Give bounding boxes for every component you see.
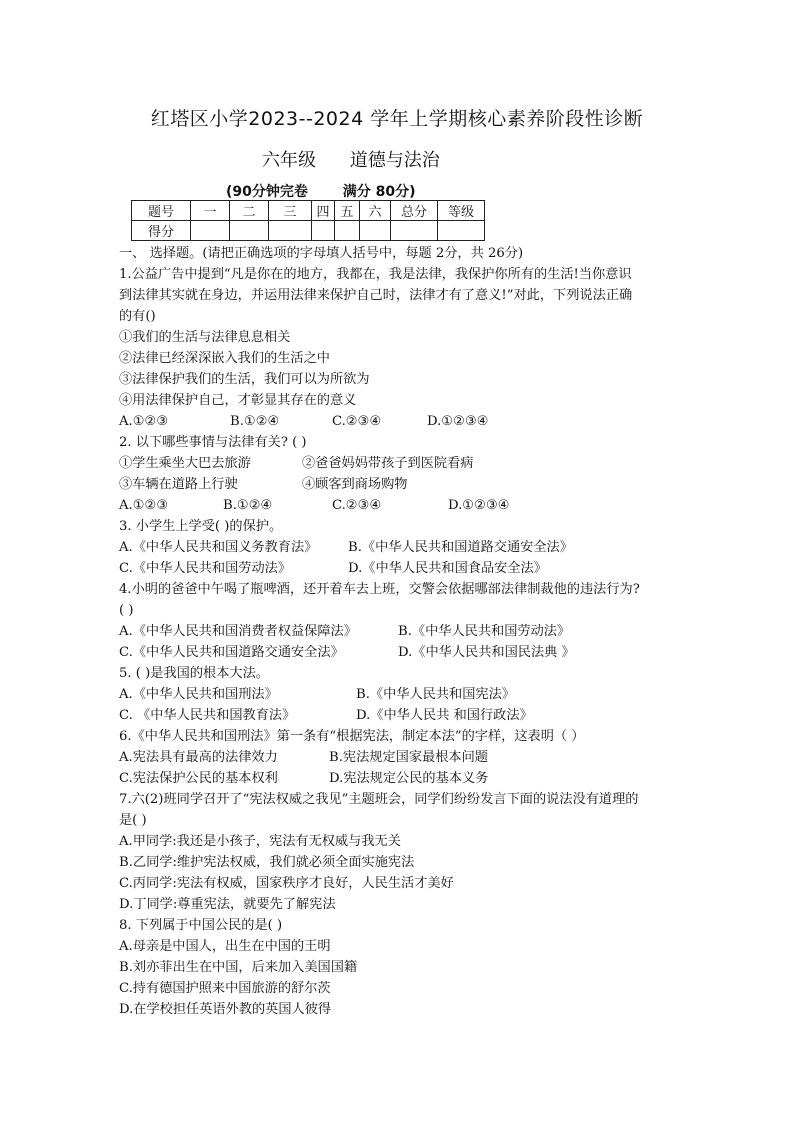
score-input-cell[interactable] xyxy=(191,221,230,241)
option-b[interactable]: B.刘亦菲出生在中国，后来加入美国国籍 xyxy=(119,960,358,975)
question-3-options xyxy=(119,558,679,579)
question-3-options xyxy=(119,537,679,558)
option-c[interactable]: C.持有德国护照来中国旅游的舒尔茨 xyxy=(119,981,331,996)
score-input-cell[interactable] xyxy=(269,221,312,241)
option-a[interactable]: A.母亲是中国人，出生在中国的王明 xyxy=(119,939,331,954)
option-b[interactable]: B.宪法规定国家最根本问题 xyxy=(329,750,488,765)
question-6-options xyxy=(119,747,679,768)
question-1-stem: 1.公益广告中提到“凡是你在的地方，我都在，我是法律，我保护你所有的生活!当你意识 xyxy=(119,267,632,282)
option-c[interactable]: C.②③④ xyxy=(332,414,382,429)
option-d[interactable]: D.《中华人民共 和国行政法》 xyxy=(356,708,533,723)
question-1-statement: ②法律已经深深嵌入我们的生活之中 xyxy=(119,351,330,366)
option-b[interactable]: B.《中华人民共和国道路交通安全法》 xyxy=(348,540,573,555)
question-7-stem: 是( ) xyxy=(119,813,147,828)
option-d[interactable]: D.《中华人民共和国民法典 》 xyxy=(398,645,575,660)
question-3-stem: 3. 小学生上学受( )的保护。 xyxy=(119,519,283,534)
question-5-options xyxy=(119,684,679,705)
option-d[interactable]: D.《中华人民共和国食品安全法》 xyxy=(348,561,547,576)
option-b[interactable]: B.乙同学:维护宪法权威，我们就必须全面实施宪法 xyxy=(119,855,415,870)
score-input-cell[interactable] xyxy=(360,221,391,241)
question-list xyxy=(119,243,679,1020)
option-c[interactable]: C.宪法保护公民的基本权利 xyxy=(119,771,278,786)
question-1-statement: ①我们的生活与法律息息相关 xyxy=(119,330,291,345)
score-cell: 总分 xyxy=(391,201,438,221)
score-cell: 题号 xyxy=(132,201,191,221)
question-2-statements xyxy=(119,474,679,495)
option-c[interactable]: C. 《中华人民共和国教育法》 xyxy=(119,708,296,723)
question-7-stem: 7.六(2)班同学召开了“宪法权威之我见”主题班会，同学们纷纷发言下面的说法没有道理的 xyxy=(119,792,639,807)
score-input-cell[interactable] xyxy=(312,221,335,241)
option-c[interactable]: C.丙同学:宪法有权威，国家秩序才良好，人民生活才美好 xyxy=(119,876,454,891)
score-cell: 六 xyxy=(360,201,391,221)
grade-label: 六年级 xyxy=(262,150,316,171)
question-8-stem: 8. 下列属于中国公民的是( ) xyxy=(119,918,283,933)
question-2-options xyxy=(119,495,679,516)
option-c[interactable]: C.②③④ xyxy=(332,498,382,513)
question-4-stem: ( ) xyxy=(119,603,134,618)
exam-info xyxy=(226,181,416,201)
page-title: 红塔区小学2023--2024 学年上学期核心素养阶段性诊断 xyxy=(150,108,644,130)
question-1-options xyxy=(119,411,679,432)
score-cell: 得分 xyxy=(132,221,191,241)
question-6-options xyxy=(119,768,679,789)
option-c[interactable]: C.《中华人民共和国道路交通安全法》 xyxy=(119,645,344,660)
question-2-statement: ③车辆在道路上行驶 xyxy=(119,477,238,492)
option-a[interactable]: A.①②③ xyxy=(119,414,169,429)
question-4-stem: 4.小明的爸爸中午喝了瓶啤酒，还开着车去上班，交警会依据哪部法律制裁他的违法行为? xyxy=(119,582,640,597)
exam-full-score: 满分 80分) xyxy=(342,184,416,200)
score-cell: 等级 xyxy=(438,201,485,221)
score-input-cell[interactable] xyxy=(438,221,485,241)
subject-label: 道德与法治 xyxy=(349,150,440,171)
score-table-score-row xyxy=(132,221,485,241)
question-2-statements xyxy=(119,453,679,474)
score-input-cell[interactable] xyxy=(230,221,269,241)
question-1-statement: ③法律保护我们的生活，我们可以为所欲为 xyxy=(119,372,370,387)
grade-subject xyxy=(262,146,468,172)
score-cell: 四 xyxy=(312,201,335,221)
score-cell: 五 xyxy=(335,201,360,221)
option-b[interactable]: B.①②④ xyxy=(230,414,280,429)
question-2-statement: ④顾客到商场购物 xyxy=(302,477,408,492)
score-table xyxy=(131,200,485,241)
option-d[interactable]: D.丁同学:尊重宪法，就要先了解宪法 xyxy=(119,897,336,912)
score-cell: 三 xyxy=(269,201,312,221)
score-input-cell[interactable] xyxy=(391,221,438,241)
question-2-statement: ①学生乘坐大巴去旅游 xyxy=(119,456,251,471)
question-1-statement: ④用法律保护自己，才彰显其存在的意义 xyxy=(119,393,357,408)
question-5-stem: 5. ( )是我国的根本大法。 xyxy=(119,666,269,681)
option-d[interactable]: D.在学校担任英语外教的英国人彼得 xyxy=(119,1002,332,1017)
exam-time: (90分钟完卷 xyxy=(226,184,308,200)
option-b[interactable]: B.《中华人民共和国宪法》 xyxy=(356,687,515,702)
score-table-header-row xyxy=(132,201,485,221)
option-a[interactable]: A.宪法具有最高的法律效力 xyxy=(119,750,278,765)
question-6-stem: 6.《中华人民共和国刑法》第一条有“根据宪法，制定本法”的字样，这表明（ ） xyxy=(119,729,585,744)
score-cell: 二 xyxy=(230,201,269,221)
option-a[interactable]: A.《中华人民共和国义务教育法》 xyxy=(119,540,318,555)
question-4-options xyxy=(119,621,679,642)
question-2-stem: 2. 以下哪些事情与法律有关? ( ) xyxy=(119,435,307,450)
option-c[interactable]: C.《中华人民共和国劳动法》 xyxy=(119,561,292,576)
question-2-statement: ②爸爸妈妈带孩子到医院看病 xyxy=(302,456,474,471)
option-d[interactable]: D.宪法规定公民的基本义务 xyxy=(329,771,489,786)
option-b[interactable]: B.①②④ xyxy=(223,498,273,513)
score-input-cell[interactable] xyxy=(335,221,360,241)
option-a[interactable]: A.《中华人民共和国消费者权益保障法》 xyxy=(119,624,357,639)
question-1-stem: 到法律其实就在身边，并运用法律来保护自己时，法律才有了意义!”对此，下列说法正确 xyxy=(119,288,633,303)
option-a[interactable]: A.甲同学:我还是小孩子，宪法有无权威与我无关 xyxy=(119,834,401,849)
option-d[interactable]: D.①②③④ xyxy=(427,414,489,429)
score-cell: 一 xyxy=(191,201,230,221)
question-1-stem: 的有() xyxy=(119,309,156,324)
section-heading: 一、 选择题。(请把正确选项的字母填人括号中，每题 2分，共 26分) xyxy=(119,246,524,261)
option-d[interactable]: D.①②③④ xyxy=(448,498,510,513)
option-a[interactable]: A.《中华人民共和国刑法》 xyxy=(119,687,278,702)
question-5-options xyxy=(119,705,679,726)
option-a[interactable]: A.①②③ xyxy=(119,498,169,513)
option-b[interactable]: B.《中华人民共和国劳动法》 xyxy=(398,624,571,639)
question-4-options xyxy=(119,642,679,663)
